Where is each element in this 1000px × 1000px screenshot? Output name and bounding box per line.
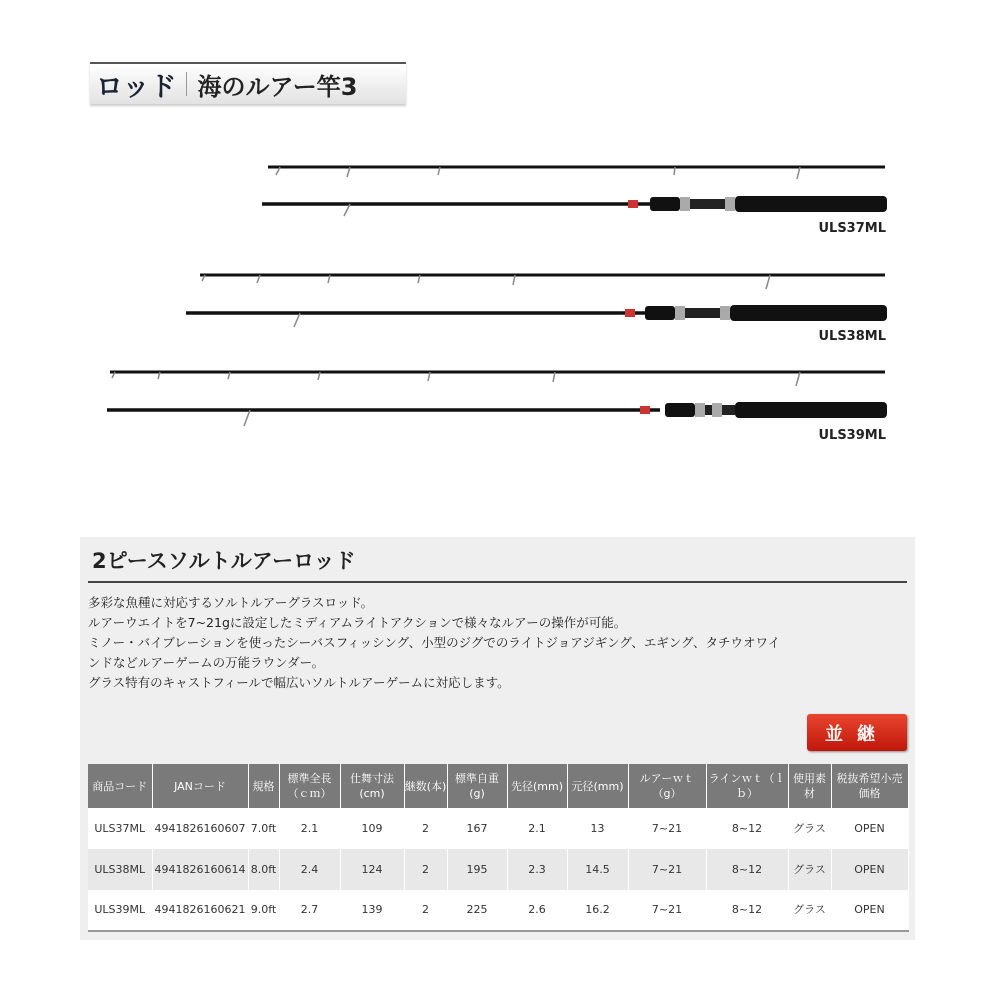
table-row — [88, 890, 908, 931]
column-header: 元径(mm) — [567, 764, 628, 808]
table-cell: 2.7 — [279, 890, 340, 931]
rod-image-uls37ml — [262, 167, 887, 216]
table-cell: 4941826160614 — [152, 849, 248, 890]
table-cell: 16.2 — [567, 890, 628, 931]
table-cell: 2.1 — [279, 808, 340, 849]
column-header: ラインｗｔ（ｌｂ） — [706, 764, 788, 808]
description-line: グラス特有のキャストフィールで幅広いソルトルアーゲームに対応します。 — [88, 675, 510, 690]
table-cell: 2 — [404, 890, 447, 931]
column-header: 継数(本) — [404, 764, 447, 808]
table-cell: 7~21 — [628, 890, 706, 931]
product-description — [88, 593, 908, 693]
table-cell: 2.6 — [507, 890, 567, 931]
table-cell: 13 — [567, 808, 628, 849]
table-cell: 109 — [340, 808, 404, 849]
table-cell: 7.0ft — [248, 808, 279, 849]
table-cell: 9.0ft — [248, 890, 279, 931]
category-label: ロッド — [96, 71, 177, 103]
table-cell: 2.1 — [507, 808, 567, 849]
rod-images — [0, 140, 1000, 460]
column-header: 使用素材 — [788, 764, 831, 808]
table-cell: グラス — [788, 849, 831, 890]
model-label: ULS39ML — [818, 428, 886, 443]
table-cell: 2.4 — [279, 849, 340, 890]
description-line: ルアーウエイトを7~21gに設定したミディアムライトアクションで様々なルアーの操作が可能。 — [88, 615, 627, 630]
rod-image-uls39ml — [107, 372, 887, 426]
column-header: JANコード — [152, 764, 248, 808]
table-cell: 8~12 — [706, 808, 788, 849]
page-header — [90, 62, 406, 104]
table-cell: 139 — [340, 890, 404, 931]
title-underline — [88, 581, 907, 583]
table-cell: 4941826160621 — [152, 890, 248, 931]
table-cell: ULS39ML — [88, 890, 152, 931]
spec-table — [88, 764, 909, 932]
table-cell: OPEN — [831, 808, 908, 849]
table-cell: 2 — [404, 849, 447, 890]
column-header: 税抜希望小売価格 — [831, 764, 908, 808]
table-cell: グラス — [788, 890, 831, 931]
table-cell: ULS38ML — [88, 849, 152, 890]
description-line: 多彩な魚種に対応するソルトルアーグラスロッド。 — [88, 595, 374, 610]
column-header: 規格 — [248, 764, 279, 808]
model-label: ULS38ML — [818, 329, 886, 344]
description-line: ンドなどルアーゲームの万能ラウンダー。 — [88, 655, 325, 670]
column-header: 仕舞寸法(cm) — [340, 764, 404, 808]
table-cell: 14.5 — [567, 849, 628, 890]
table-cell: 7~21 — [628, 849, 706, 890]
table-cell: 225 — [447, 890, 507, 931]
rod-image-uls38ml — [186, 275, 887, 327]
table-cell: 8~12 — [706, 890, 788, 931]
section-title: 2ピースソルトルアーロッド — [92, 549, 356, 573]
table-cell: 8.0ft — [248, 849, 279, 890]
table-cell: 2 — [404, 808, 447, 849]
description-line: ミノー・バイブレーションを使ったシーバスフィッシング、小型のジグでのライトジョアジギング、エギング、タチウオワイ — [88, 635, 781, 650]
table-header-row — [88, 764, 908, 808]
table-cell: 8~12 — [706, 849, 788, 890]
table-cell: 167 — [447, 808, 507, 849]
column-header: 商品コード — [88, 764, 152, 808]
table-cell: OPEN — [831, 849, 908, 890]
table-cell: ULS37ML — [88, 808, 152, 849]
column-header: 標準全長（ｃｍ） — [279, 764, 340, 808]
column-header: 先径(mm) — [507, 764, 567, 808]
table-row — [88, 849, 908, 890]
table-cell: 2.3 — [507, 849, 567, 890]
column-header: ルアーｗｔ（g） — [628, 764, 706, 808]
table-cell: 4941826160607 — [152, 808, 248, 849]
product-section — [80, 537, 915, 940]
subtitle-label: 海のルアー竿3 — [197, 72, 358, 101]
joint-type-badge: 並継 — [807, 714, 907, 751]
table-cell: 124 — [340, 849, 404, 890]
divider — [186, 72, 187, 96]
table-row — [88, 808, 908, 849]
column-header: 標準自重(g) — [447, 764, 507, 808]
model-label: ULS37ML — [818, 221, 886, 236]
table-cell: 7~21 — [628, 808, 706, 849]
table-cell: 195 — [447, 849, 507, 890]
table-cell: OPEN — [831, 890, 908, 931]
table-cell: グラス — [788, 808, 831, 849]
